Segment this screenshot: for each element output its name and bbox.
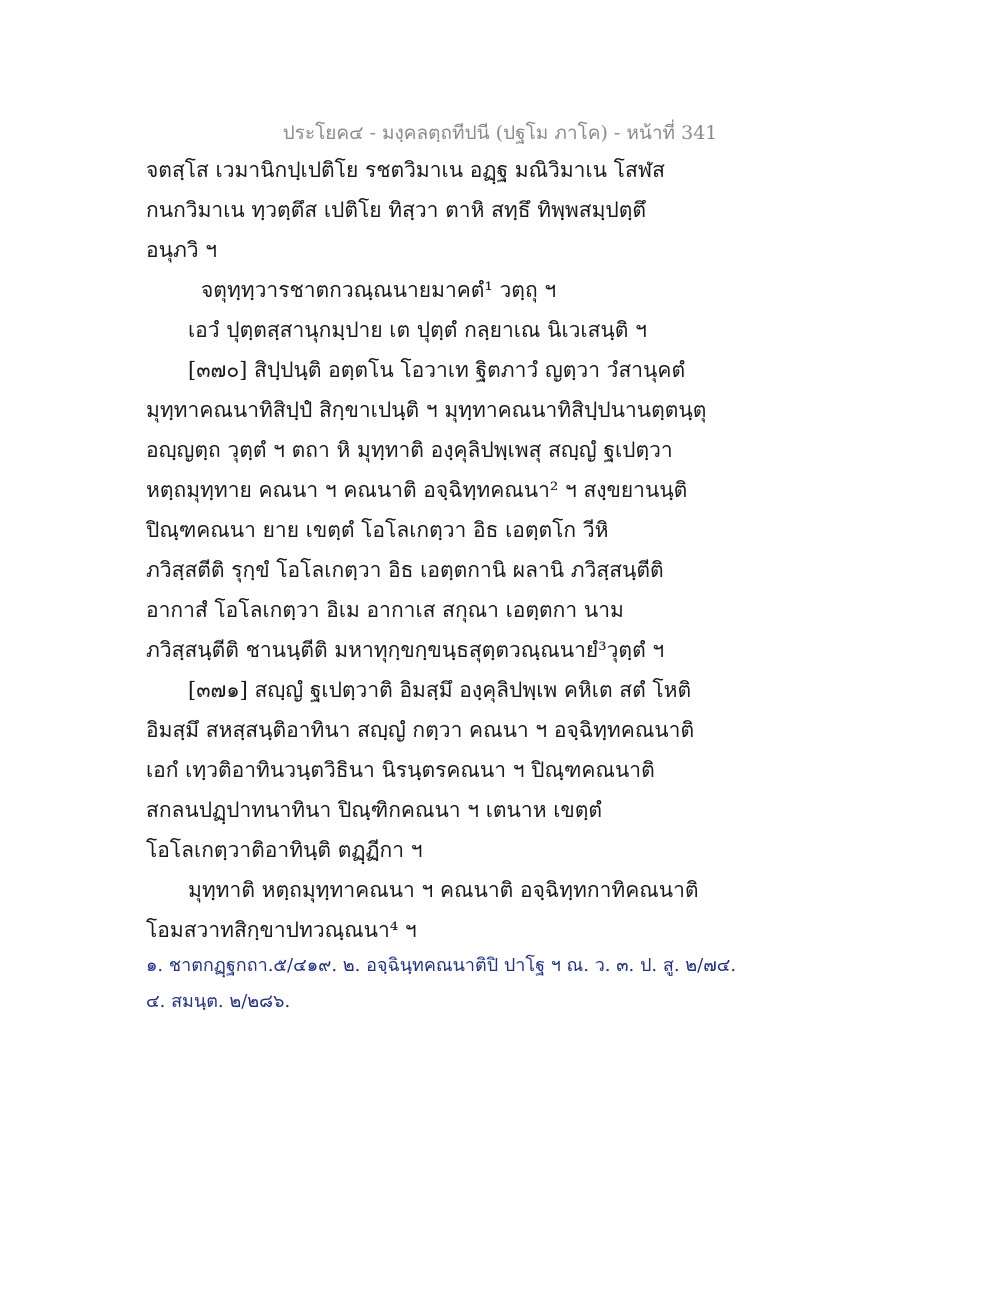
text-line: หตฺถมุทฺทาย คณนา ฯ คณนาติ อจฺฉิทฺทคณนา² ฯ สงฺขยานนฺติ [146, 478, 688, 502]
paragraph-371-first-line: [๓๗๑] สญฺญํ ฐเปตฺวาติ อิมสฺมึ องฺคุลิปพฺเพ คหิเต สตํ โหติ [188, 678, 692, 702]
text-line: ภวิสฺสตีติ รุกฺขํ โอโลเกตฺวา อิธ เอตฺตกานิ ผลานิ ภวิสฺสนฺตีติ [146, 558, 664, 582]
text-line: สกลนปฏฺปาทนาทินา ปิณฺฑิกคณนา ฯ เตนาห เขตฺตํ [146, 798, 603, 822]
footnotes [146, 948, 846, 1020]
paragraph-370-first-line: [๓๗๐] สิปฺปนฺติ อตฺตโน โอวาเท ฐิตภาวํ ญตฺวา วํสานุคตํ [188, 358, 686, 382]
text-line: กนกวิมาเน ทฺวตฺตึส เปติโย ทิสฺวา ตาหิ สทฺธึ ทิพฺพสมฺปตฺตึ [146, 198, 647, 222]
text-line: ปิณฺฑคณนา ยาย เขตฺตํ โอโลเกตฺวา อิธ เอตฺตโก วีหิ [146, 518, 609, 542]
text-line: อนุภวิ ฯ [146, 238, 218, 262]
text-line: จตสฺโส เวมานิกปฺเปติโย รชตวิมาเน อฏฺฐ มณิวิมาเน โสฬส [146, 158, 665, 182]
page-header: ประโยค๔ - มงฺคลตฺถทีปนี (ปฐโม ภาโค) - หน้าที่ 341 [282, 122, 718, 144]
text-line: มุทฺทาคณนาทิสิปฺปํ สิกฺขาเปนฺติ ฯ มุทฺทาคณนาทิสิปฺปนานตฺตนฺตุ [146, 398, 707, 422]
footnote-line: ๑. ชาตกฏฺฐกถา.๕/๔๑๙. ๒. อจฺฉินฺทคณนาติปิ ปาโฐ ฯ ณ. ว. ๓. ป. สู. ๒/๗๔. [146, 955, 737, 976]
body-text [146, 150, 846, 950]
text-line: อญฺญตฺถ วุตฺตํ ฯ ตถา หิ มุทฺทาติ องฺคุลิปพฺเพสุ สญฺญํ ฐเปตฺวา [146, 438, 673, 462]
text-line: โอมสวาทสิกฺขาปทวณฺณนา⁴ ฯ [146, 918, 417, 942]
text-line: เอกํ เทฺวติอาทินวนฺตวิธินา นิรนฺตรคณนา ฯ ปิณฺฑคณนาติ [146, 758, 655, 782]
text-line: อิมสฺมึ สหสฺสนฺติอาทินา สญฺญํ กตฺวา คณนา ฯ อจฺฉิทฺทคณนาติ [146, 718, 695, 742]
text-line: ภวิสฺสนฺตีติ ชานนฺตีติ มหาทุกฺขกฺขนฺธสุตฺตวณฺณนายํ³วุตฺตํ ฯ [146, 638, 665, 662]
text-line: เอวํ ปุตฺตสฺสานุกมฺปาย เต ปุตฺตํ กลฺยาเณ นิเวเสนฺติ ฯ [188, 318, 647, 342]
footnote-line: ๔. สมนฺต. ๒/๒๘๖. [146, 991, 291, 1012]
text-line: อากาสํ โอโลเกตฺวา อิเม อากาเส สกุณา เอตฺตกา นาม [146, 598, 624, 622]
text-line: จตุทฺทฺวารชาตกวณฺณนายมาคตํ¹ วตฺถุ ฯ [201, 278, 557, 302]
text-line: มุทฺทาติ หตฺถมุทฺทาคณนา ฯ คณนาติ อจฺฉิทฺทกาทิคณนาติ [188, 878, 699, 902]
text-line: โอโลเกตฺวาติอาทินฺติ ตฏฺฏีกา ฯ [146, 838, 423, 862]
